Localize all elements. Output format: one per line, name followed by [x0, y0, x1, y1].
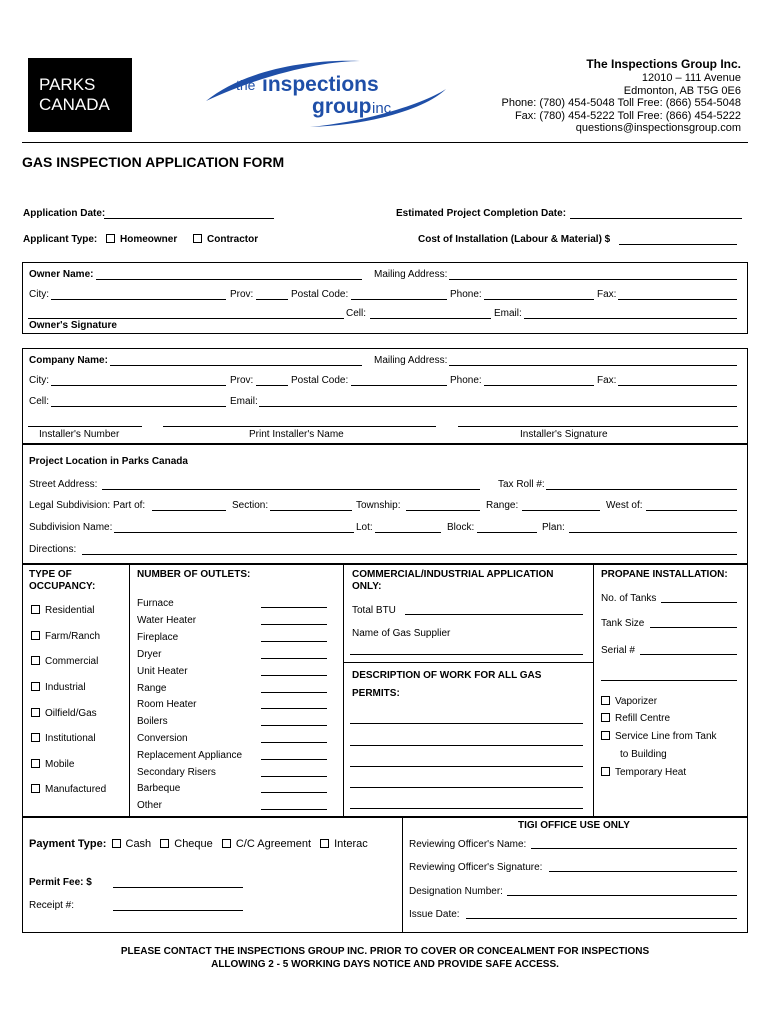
cc-checkbox[interactable]: [222, 839, 231, 848]
owner-fax-field[interactable]: [618, 299, 737, 300]
outlet-dryer-label: Dryer: [137, 649, 162, 660]
commercial-divider: [593, 564, 594, 817]
tax-roll-field[interactable]: [546, 489, 737, 490]
subdivision-name-field[interactable]: [114, 532, 354, 533]
section-field[interactable]: [270, 510, 352, 511]
description-line-5[interactable]: [350, 808, 583, 809]
interac-checkbox[interactable]: [320, 839, 329, 848]
company-phone-label: Phone:: [450, 375, 482, 386]
payment-type-row: [29, 838, 368, 850]
oilfield-gas-label: Oilfield/Gas: [45, 708, 97, 719]
payment-cash-option[interactable]: [112, 838, 152, 850]
installer-signature-label: Installer's Signature: [520, 429, 608, 440]
description-heading-1: DESCRIPTION OF WORK FOR ALL GAS: [352, 670, 542, 681]
office-use-heading: TIGI OFFICE USE ONLY: [518, 820, 630, 831]
part-of-field[interactable]: [152, 510, 226, 511]
homeowner-label: Homeowner: [120, 234, 178, 245]
service-line-checkbox[interactable]: [601, 731, 610, 740]
outlet-water-heater-field[interactable]: [261, 624, 327, 625]
company-address1: 12010 – 111 Avenue: [641, 72, 741, 84]
cheque-checkbox[interactable]: [160, 839, 169, 848]
payment-interac-option[interactable]: [320, 838, 368, 850]
cost-field[interactable]: [619, 244, 737, 245]
owner-phone-field[interactable]: [484, 299, 594, 300]
service-line-option[interactable]: [601, 731, 717, 742]
occupancy-farm-ranch[interactable]: [31, 631, 100, 642]
outlet-range-label: Range: [137, 683, 167, 694]
owner-mailing-label: Mailing Address:: [374, 269, 448, 280]
serial-field-2[interactable]: [601, 680, 737, 681]
temporary-heat-option[interactable]: [601, 767, 686, 778]
lot-field[interactable]: [375, 532, 441, 533]
total-btu-label: Total BTU: [352, 605, 396, 616]
institutional-label: Institutional: [45, 733, 96, 744]
outlet-room-heater-field[interactable]: [261, 708, 327, 709]
interac-label: Interac: [334, 838, 368, 850]
owner-name-label: Owner Name:: [29, 269, 94, 280]
outlet-boilers-field[interactable]: [261, 725, 327, 726]
cc-label: C/C Agreement: [235, 838, 312, 850]
occupancy-commercial[interactable]: [31, 656, 98, 667]
installer-name-field[interactable]: [163, 426, 436, 427]
section-label: Section:: [232, 500, 269, 511]
occupancy-divider: [129, 564, 130, 817]
company-cell-field[interactable]: [51, 406, 226, 407]
occupancy-institutional[interactable]: [31, 733, 96, 744]
contractor-label: Contractor: [207, 234, 259, 245]
owner-signature-field[interactable]: [28, 318, 344, 319]
company-prov-field[interactable]: [256, 385, 288, 386]
outlets-divider: [343, 564, 344, 817]
contractor-checkbox[interactable]: [193, 234, 202, 243]
parks-logo-line1: PARKS: [39, 75, 96, 94]
outlet-replacement-field[interactable]: [261, 759, 327, 760]
outlet-fireplace-field[interactable]: [261, 641, 327, 642]
occupancy-manufactured[interactable]: [31, 784, 106, 795]
tank-size-field[interactable]: [650, 627, 737, 628]
manufactured-label: Manufactured: [45, 784, 107, 795]
permit-fee-label: Permit Fee: $: [29, 877, 92, 888]
payment-office-section: [22, 817, 748, 933]
owner-postal-field[interactable]: [351, 299, 447, 300]
installer-signature-field[interactable]: [458, 426, 738, 427]
company-phone: Phone: (780) 454-5048 Toll Free: (866) 554-5048: [501, 97, 741, 109]
company-cell-label: Cell:: [29, 396, 50, 407]
inspections-group-logo: [200, 55, 450, 135]
company-city-label: City:: [29, 375, 49, 386]
officer-signature-label: Reviewing Officer's Signature:: [409, 862, 543, 873]
outlet-furnace-label: Furnace: [137, 598, 174, 609]
residential-checkbox[interactable]: [31, 605, 40, 614]
owner-cell-label: Cell:: [346, 308, 367, 319]
residential-label: Residential: [45, 605, 95, 616]
company-mailing-field[interactable]: [449, 365, 737, 366]
outlet-room-heater-label: Room Heater: [137, 699, 197, 710]
vaporizer-label: Vaporizer: [615, 696, 658, 707]
cost-label: Cost of Installation (Labour & Material) $: [418, 234, 611, 245]
officer-signature-field[interactable]: [549, 871, 737, 872]
outlet-secondary-risers-field[interactable]: [261, 776, 327, 777]
application-date-label: Application Date:: [23, 208, 106, 219]
commercial-heading-1: COMMERCIAL/INDUSTRIAL APPLICATION: [352, 569, 554, 580]
logo-inspections: inspections: [262, 73, 379, 96]
mobile-checkbox[interactable]: [31, 759, 40, 768]
cheque-label: Cheque: [174, 838, 213, 850]
no-of-tanks-label: No. of Tanks: [601, 593, 657, 604]
commercial-heading-2: ONLY:: [352, 581, 382, 592]
description-line-3[interactable]: [350, 766, 583, 767]
west-of-label: West of:: [606, 500, 643, 511]
service-line-label: Service Line from Tank: [615, 731, 717, 742]
outlet-barbeque-field[interactable]: [261, 792, 327, 793]
company-postal-field[interactable]: [351, 385, 447, 386]
header-divider: [22, 142, 748, 143]
officer-name-label: Reviewing Officer's Name:: [409, 839, 527, 850]
refill-centre-option[interactable]: [601, 713, 670, 724]
occupancy-industrial[interactable]: [31, 682, 86, 693]
temporary-heat-checkbox[interactable]: [601, 767, 610, 776]
company-postal-label: Postal Code:: [291, 375, 349, 386]
outlet-water-heater-label: Water Heater: [137, 615, 197, 626]
installer-number-field[interactable]: [28, 426, 142, 427]
occupancy-heading-1: TYPE OF: [29, 569, 72, 580]
description-line-1[interactable]: [350, 723, 583, 724]
cash-label: Cash: [125, 838, 152, 850]
directions-field[interactable]: [82, 554, 737, 555]
outlet-range-field[interactable]: [261, 692, 327, 693]
farm-ranch-checkbox[interactable]: [31, 631, 40, 640]
owner-prov-field[interactable]: [256, 299, 288, 300]
occupancy-residential[interactable]: [31, 605, 94, 616]
outlet-other-field[interactable]: [261, 809, 327, 810]
west-of-field[interactable]: [646, 510, 737, 511]
designation-label: Designation Number:: [409, 886, 503, 897]
outlet-fireplace-label: Fireplace: [137, 632, 179, 643]
directions-label: Directions:: [29, 544, 77, 555]
officer-name-field[interactable]: [531, 848, 737, 849]
lot-label: Lot:: [356, 522, 373, 533]
form-title: GAS INSPECTION APPLICATION FORM: [22, 154, 285, 170]
outlet-furnace-field[interactable]: [261, 607, 327, 608]
permit-fee-field[interactable]: [113, 887, 243, 888]
street-address-field[interactable]: [102, 489, 480, 490]
owner-prov-label: Prov:: [230, 289, 254, 300]
owner-city-field[interactable]: [51, 299, 226, 300]
owner-mailing-field[interactable]: [449, 279, 737, 280]
company-email-label: Email:: [230, 396, 258, 407]
occupancy-oilfield-gas[interactable]: [31, 708, 97, 719]
outlet-unit-heater-field[interactable]: [261, 675, 327, 676]
company-address2: Edmonton, AB T5G 0E6: [623, 84, 741, 97]
refill-centre-label: Refill Centre: [615, 713, 671, 724]
oilfield-gas-checkbox[interactable]: [31, 708, 40, 717]
plan-field[interactable]: [569, 532, 737, 533]
subdivision-name-label: Subdivision Name:: [29, 522, 113, 533]
company-email[interactable]: questions@inspectionsgroup.com: [575, 122, 741, 134]
commercial-checkbox[interactable]: [31, 656, 40, 665]
location-heading: Project Location in Parks Canada: [29, 456, 188, 467]
township-label: Township:: [356, 500, 401, 511]
serial-label: Serial #: [601, 645, 635, 656]
owner-email-label: Email:: [494, 308, 522, 319]
issue-date-label: Issue Date:: [409, 909, 460, 920]
company-contact: [501, 72, 741, 135]
company-name-field[interactable]: [110, 365, 362, 366]
outlet-barbeque-label: Barbeque: [137, 783, 181, 794]
commercial-label: Commercial: [45, 656, 99, 667]
company-name: The Inspections Group Inc.: [586, 57, 741, 71]
estimated-completion-label: Estimated Project Completion Date:: [396, 208, 567, 219]
outlet-unit-heater-label: Unit Heater: [137, 666, 188, 677]
footer-notice-2: ALLOWING 2 - 5 WORKING DAYS NOTICE AND PROVIDE SAFE ACCESS.: [211, 959, 559, 970]
institutional-checkbox[interactable]: [31, 733, 40, 742]
logo-the: the: [236, 77, 256, 93]
farm-ranch-label: Farm/Ranch: [45, 631, 101, 642]
contractor-option[interactable]: [193, 234, 258, 245]
owner-email-field[interactable]: [524, 318, 737, 319]
company-fax-field[interactable]: [618, 385, 737, 386]
total-btu-field[interactable]: [405, 614, 583, 615]
industrial-label: Industrial: [45, 682, 86, 693]
company-name-label: Company Name:: [29, 355, 108, 366]
company-city-field[interactable]: [51, 385, 226, 386]
no-of-tanks-field[interactable]: [661, 602, 737, 603]
serial-field[interactable]: [640, 654, 737, 655]
outlets-heading: NUMBER OF OUTLETS:: [137, 569, 251, 580]
company-mailing-label: Mailing Address:: [374, 355, 448, 366]
commercial-description-divider: [343, 662, 593, 663]
gas-supplier-label: Name of Gas Supplier: [352, 628, 451, 639]
payment-cheque-option[interactable]: [160, 838, 213, 850]
owner-signature-label: Owner's Signature: [29, 320, 117, 331]
occupancy-heading-2: OCCUPANCY:: [29, 581, 96, 592]
industrial-checkbox[interactable]: [31, 682, 40, 691]
legal-subdivision-label: Legal Subdivision: Part of:: [29, 500, 146, 511]
company-email-field[interactable]: [259, 406, 737, 407]
occupancy-mobile[interactable]: [31, 759, 74, 770]
tank-size-label: Tank Size: [601, 618, 645, 629]
payment-cc-option[interactable]: [222, 838, 311, 850]
outlet-replacement-label: Replacement Appliance: [137, 750, 243, 761]
owner-cell-field[interactable]: [370, 318, 491, 319]
owner-phone-label: Phone:: [450, 289, 482, 300]
description-line-2[interactable]: [350, 745, 583, 746]
company-fax-label: Fax:: [597, 375, 617, 386]
range-field[interactable]: [522, 510, 600, 511]
installer-name-label: Print Installer's Name: [249, 429, 344, 440]
block-label: Block:: [447, 522, 475, 533]
manufactured-checkbox[interactable]: [31, 784, 40, 793]
installer-number-label: Installer's Number: [39, 429, 120, 440]
application-date-field[interactable]: [104, 218, 274, 219]
parks-logo-line2: CANADA: [39, 95, 110, 114]
issue-date-field[interactable]: [466, 918, 737, 919]
service-line-label-2: to Building: [620, 749, 667, 760]
owner-city-label: City:: [29, 289, 49, 300]
outlet-boilers-label: Boilers: [137, 716, 168, 727]
outlet-conversion-field[interactable]: [261, 742, 327, 743]
applicant-type-label: Applicant Type:: [23, 234, 98, 245]
vaporizer-option[interactable]: [601, 696, 657, 707]
street-address-label: Street Address:: [29, 479, 98, 490]
payment-office-divider: [402, 817, 403, 933]
range-label: Range:: [486, 500, 519, 511]
vaporizer-checkbox[interactable]: [601, 696, 610, 705]
company-fax: Fax: (780) 454-5222 Toll Free: (866) 454-5222: [514, 109, 741, 122]
estimated-completion-field[interactable]: [570, 218, 742, 219]
refill-centre-checkbox[interactable]: [601, 713, 610, 722]
block-field[interactable]: [477, 532, 537, 533]
outlet-other-label: Other: [137, 800, 163, 811]
company-prov-label: Prov:: [230, 375, 254, 386]
designation-field[interactable]: [507, 895, 737, 896]
cash-checkbox[interactable]: [112, 839, 121, 848]
outlet-conversion-label: Conversion: [137, 733, 188, 744]
receipt-label: Receipt #:: [29, 900, 75, 911]
receipt-field[interactable]: [113, 910, 243, 911]
logo-inc: inc.: [372, 100, 396, 117]
temporary-heat-label: Temporary Heat: [615, 767, 687, 778]
mobile-label: Mobile: [45, 759, 75, 770]
homeowner-checkbox[interactable]: [106, 234, 115, 243]
outlet-secondary-risers-label: Secondary Risers: [137, 767, 216, 778]
owner-name-field[interactable]: [96, 279, 362, 280]
payment-type-label: Payment Type:: [29, 838, 107, 850]
parks-canada-logo: [28, 58, 132, 132]
tax-roll-label: Tax Roll #:: [498, 479, 545, 490]
owner-fax-label: Fax:: [597, 289, 617, 300]
description-line-4[interactable]: [350, 787, 583, 788]
logo-group: group: [312, 95, 372, 118]
propane-heading: PROPANE INSTALLATION:: [601, 569, 728, 580]
footer-notice-1: PLEASE CONTACT THE INSPECTIONS GROUP INC. PRIOR TO COVER OR CONCEALMENT FOR INSPECTIONS: [120, 946, 650, 957]
homeowner-option[interactable]: [106, 234, 177, 245]
company-phone-field[interactable]: [484, 385, 594, 386]
gas-supplier-field[interactable]: [350, 654, 583, 655]
outlet-dryer-field[interactable]: [261, 658, 327, 659]
plan-label: Plan:: [542, 522, 565, 533]
owner-postal-label: Postal Code:: [291, 289, 349, 300]
description-heading-2: PERMITS:: [352, 688, 400, 699]
township-field[interactable]: [406, 510, 480, 511]
